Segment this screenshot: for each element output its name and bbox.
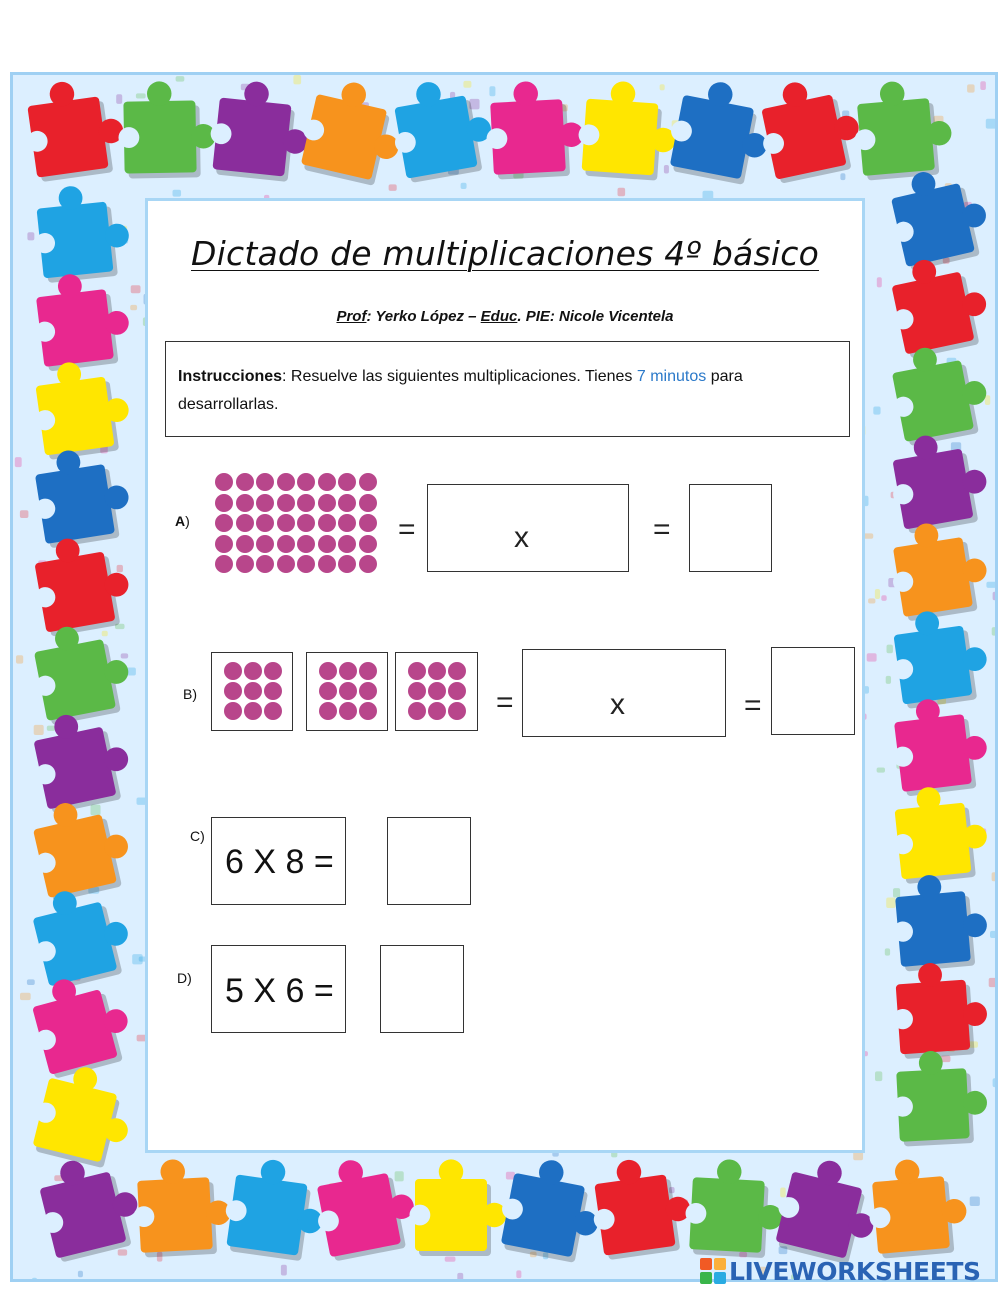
confetti-bit [16,655,23,663]
dot-group-b-3 [395,652,478,731]
confetti-bit [457,1273,463,1282]
confetti-bit [102,631,108,637]
confetti-bit [992,872,998,881]
counter-dot [236,535,254,553]
worksheet-page [145,198,865,1153]
puzzle-piece [883,338,994,448]
puzzle-piece [220,1154,330,1263]
counter-dot [448,662,466,680]
counter-dot [244,662,262,680]
puzzle-piece [885,515,993,623]
confetti-bit [993,592,998,600]
confetti-bit [136,93,146,98]
puzzle-piece [850,77,955,182]
counter-dot [408,682,426,700]
puzzle-piece [494,1153,608,1266]
prof-name: : Yerko López – [366,308,481,325]
counter-dot [319,682,337,700]
confetti-bit [293,75,301,84]
counter-dot [338,494,356,512]
counter-dot [297,514,315,532]
confetti-bit [132,954,142,964]
counter-dot [359,702,377,720]
confetti-bit [618,188,626,196]
counter-dot [224,662,242,680]
confetti-bit [868,598,875,603]
confetti-bit [47,726,56,731]
counter-dot [318,494,336,512]
confetti-bit [993,1078,998,1087]
confetti-bit [516,1270,521,1278]
times-sign-b: x [610,688,625,721]
puzzle-piece [409,1159,506,1256]
confetti-bit [986,582,996,588]
counter-dot [297,535,315,553]
confetti-bit [173,190,182,197]
question-a-label: A) [175,513,190,529]
counter-dot [408,702,426,720]
confetti-bit [886,676,891,684]
counter-dot [256,535,274,553]
puzzle-piece [882,249,994,361]
confetti-bit [992,627,998,636]
educ-name: . PIE: Nicole Vicentela [517,308,674,325]
confetti-bit [877,277,882,287]
counter-dot [428,662,446,680]
confetti-bit [887,645,893,654]
counter-dot [297,473,315,491]
puzzle-piece [752,75,867,186]
puzzle-piece [28,268,133,373]
confetti-bit [176,76,185,82]
confetti-bit [118,1249,127,1255]
equation-box-c [211,817,346,905]
confetti-bit [27,979,35,985]
counter-dot [244,682,262,700]
time-limit: 7 minutos [636,368,707,385]
confetti-bit [989,978,998,987]
confetti-bit [967,84,975,92]
counter-dot [338,535,356,553]
educ-label: Educ [480,308,518,325]
counter-dot [448,702,466,720]
counter-dot [338,555,356,573]
confetti-bit [27,232,34,240]
question-d-label: D) [177,970,192,986]
times-sign-a: x [514,521,529,554]
question-b-label: B) [183,686,198,702]
counter-dot [297,494,315,512]
counter-dot [338,514,356,532]
confetti-bit [780,1188,786,1198]
answer-box-c[interactable] [387,817,471,905]
equation-box-d [211,945,346,1033]
confetti-bit [389,184,397,190]
dot-group-b-2 [306,652,388,731]
counter-dot [359,514,377,532]
confetti-bit [78,1271,83,1278]
confetti-bit [893,888,900,897]
puzzle-piece [19,75,129,183]
counter-dot [215,514,233,532]
counter-dot [256,514,274,532]
counter-dot [277,473,295,491]
counter-dot [359,494,377,512]
confetti-bit [660,84,665,90]
counter-dot [215,494,233,512]
puzzle-piece [26,529,135,638]
teacher-credits [148,308,862,325]
counter-dot [339,662,357,680]
confetti-bit [445,1257,456,1262]
counter-dot [318,535,336,553]
confetti-bit [970,1197,980,1206]
puzzle-piece [118,80,217,178]
counter-dot [224,702,242,720]
counter-dot [264,702,282,720]
counter-dot [236,514,254,532]
counter-dot [319,702,337,720]
counter-dot [318,555,336,573]
confetti-bit [20,510,29,518]
counter-dot [318,514,336,532]
confetti-bit [875,1071,882,1081]
confetti-bit [15,457,22,467]
puzzle-piece [27,442,135,550]
counter-dot [215,473,233,491]
counter-dot [277,555,295,573]
counter-dot [359,555,377,573]
puzzle-piece [884,426,993,535]
puzzle-piece [206,77,313,183]
answer-box-d[interactable] [380,945,464,1033]
puzzle-piece [576,79,680,182]
counter-dot [236,555,254,573]
instructions-text-end: para desarrollarlas. [178,368,743,413]
counter-dot [338,473,356,491]
instructions-label: Instrucciones [178,368,283,385]
confetti-bit [875,589,880,599]
confetti-bit [885,948,890,955]
counter-dot [256,555,274,573]
counter-dot [359,662,377,680]
confetti-bit [877,768,885,773]
puzzle-piece [683,1157,785,1259]
counter-dot [297,555,315,573]
equals-sign-a2: = [653,513,671,546]
answer-box-a-product[interactable] [689,484,772,572]
confetti-bit [116,94,122,104]
puzzle-piece [586,1152,696,1261]
puzzle-piece [865,1155,970,1260]
puzzle-piece [29,1148,147,1265]
instructions-text: : Resuelve las siguientes multiplicaciones. Tienes [282,368,637,385]
counter-dot [236,473,254,491]
puzzle-piece [888,870,990,972]
counter-dot [244,702,262,720]
counter-dot [256,494,274,512]
instructions-box [165,341,850,437]
counter-dot [339,682,357,700]
puzzle-piece [294,75,410,189]
answer-box-b-product[interactable] [771,647,855,735]
counter-dot [448,682,466,700]
puzzle-piece [484,79,586,181]
prof-label: Prof [336,308,367,325]
confetti-bit [886,898,895,908]
confetti-bit [461,183,467,189]
puzzle-piece [24,791,137,904]
liveworksheets-logo [700,1255,981,1287]
confetti-bit [986,119,997,129]
counter-dot [215,535,233,553]
confetti-bit [873,407,880,415]
dot-group-b-1 [211,652,293,731]
confetti-bit [990,931,998,938]
counter-dot [215,555,233,573]
puzzle-piece [890,1048,989,1147]
puzzle-piece [131,1157,233,1259]
confetti-bit [463,81,471,88]
dot-array-a [215,473,383,573]
puzzle-piece [663,75,777,188]
confetti-bit [664,165,669,173]
puzzle-piece [886,604,993,710]
equals-sign-a1: = [398,513,416,546]
confetti-bit [281,1265,287,1276]
puzzle-piece [385,75,497,185]
counter-dot [224,682,242,700]
counter-dot [277,535,295,553]
confetti-bit [91,805,101,816]
counter-dot [408,662,426,680]
worksheet-title: Dictado de multiplicaciones 4º básico [191,234,819,273]
counter-dot [428,682,446,700]
confetti-bit [985,395,990,405]
confetti-bit [121,653,128,658]
puzzle-piece [28,355,135,461]
confetti-bit [130,305,137,310]
puzzle-piece [25,617,136,727]
answer-box-a-factors[interactable] [427,484,629,572]
confetti-bit [980,81,986,90]
confetti-bit [34,725,44,735]
counter-dot [264,682,282,700]
counter-dot [318,473,336,491]
counter-dot [359,535,377,553]
confetti-bit [867,653,877,661]
confetti-bit [32,1278,37,1282]
puzzle-piece [886,693,991,798]
confetti-bit [20,993,31,1000]
counter-dot [277,514,295,532]
equation-c: 6 X 8 = [225,843,334,881]
counter-dot [359,682,377,700]
equals-sign-b1: = [496,686,514,719]
liveworksheets-logo-text: LIVEWORKSHEETS [729,1256,981,1286]
puzzle-piece [26,1058,140,1172]
counter-dot [319,662,337,680]
confetti-bit [131,285,141,293]
confetti-bit [489,86,495,96]
counter-dot [359,473,377,491]
counter-dot [339,702,357,720]
counter-dot [428,702,446,720]
liveworksheets-logo-icon [700,1258,726,1284]
counter-dot [256,473,274,491]
confetti-bit [395,1171,404,1181]
puzzle-piece [24,704,136,816]
puzzle-piece [887,782,991,885]
counter-dot [277,494,295,512]
counter-dot [236,494,254,512]
confetti-bit [881,595,886,601]
equation-d: 5 X 6 = [225,972,334,1010]
question-c-label: C) [190,828,205,844]
counter-dot [264,662,282,680]
puzzle-piece [308,1150,422,1263]
answer-box-b-factors[interactable] [522,649,726,737]
confetti-bit [117,565,123,572]
confetti-bit [840,173,845,180]
puzzle-piece [29,181,133,284]
equals-sign-b2: = [744,689,762,722]
